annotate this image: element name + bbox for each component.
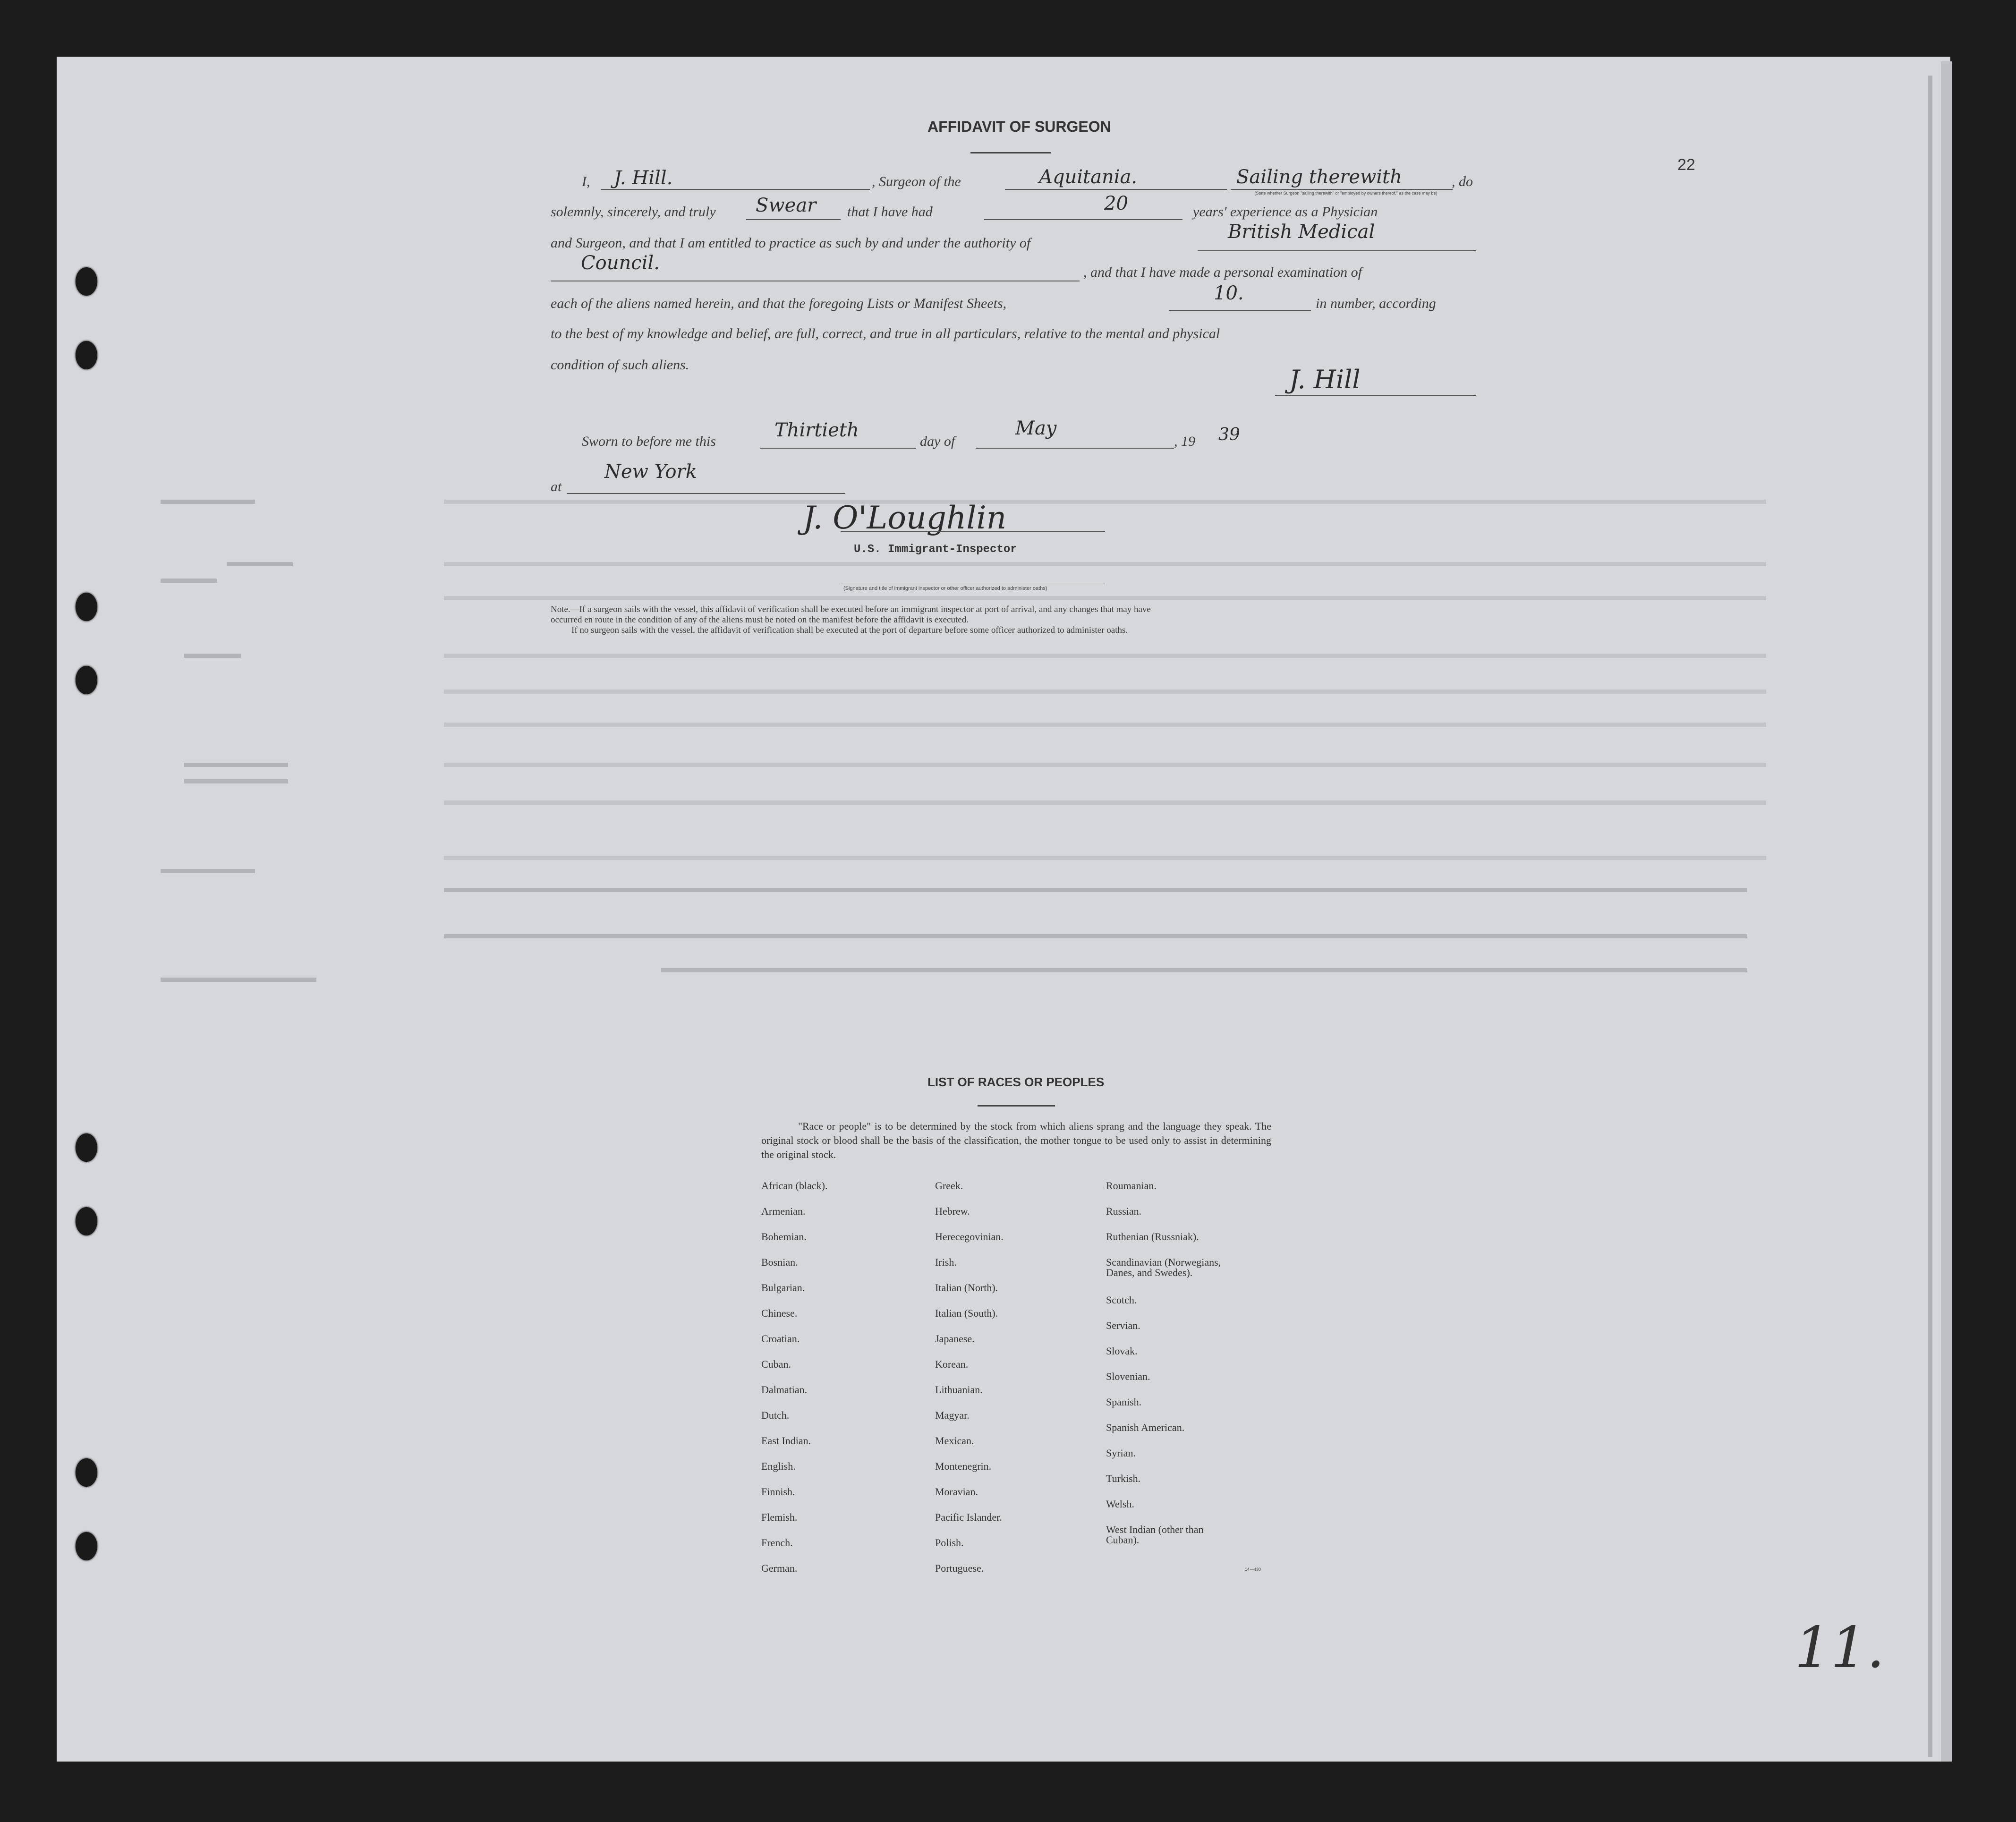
race-item: Russian.: [1106, 1205, 1142, 1217]
page-number: 11.: [1795, 1615, 1885, 1681]
sailing-status: Sailing therewith: [1236, 166, 1402, 188]
race-item: East Indian.: [761, 1435, 811, 1447]
personal-exam-label: , and that I have made a personal examination of: [1083, 264, 1362, 280]
punch-hole: [76, 593, 97, 621]
sworn-month-line: [976, 448, 1174, 449]
sworn-month: May: [1015, 417, 1057, 439]
race-item: Irish.: [935, 1256, 957, 1268]
race-item: Turkish.: [1106, 1473, 1141, 1484]
sheets-line: [1169, 310, 1311, 311]
affidavit-title: AFFIDAVIT OF SURGEON: [927, 118, 1111, 135]
race-item: Bohemian.: [761, 1231, 807, 1243]
races-column-2: [935, 1181, 1004, 1589]
day-of-label: day of: [920, 434, 955, 449]
surgeon-of-label: , Surgeon of the: [872, 174, 961, 189]
entitled-label: and Surgeon, and that I am entitled to practice as such by and under the authority of: [551, 235, 1031, 251]
punch-hole: [76, 1458, 97, 1487]
ship-line: [1005, 189, 1227, 190]
best-knowledge-text: to the best of my knowledge and belief, are full, correct, and true in all particulars, relative to the mental and physical: [551, 326, 1220, 341]
race-item: Croatian.: [761, 1333, 800, 1345]
race-item: Herecegovinian.: [935, 1231, 1004, 1243]
race-item: Japanese.: [935, 1333, 975, 1345]
race-item: Spanish.: [1106, 1396, 1142, 1408]
have-had-label: that I have had: [847, 204, 933, 220]
signature-caption: (Signature and title of immigrant inspector or other officer authorized to administer oaths): [843, 586, 1047, 591]
experience-label: years' experience as a Physician: [1193, 204, 1378, 220]
years-line: [984, 219, 1182, 220]
sheet-number-top: 22: [1677, 156, 1695, 174]
punch-hole: [76, 1133, 97, 1162]
race-item: Italian (South).: [935, 1307, 998, 1319]
authority-name-line1: British Medical: [1228, 221, 1375, 243]
sheets-count: 10.: [1214, 282, 1244, 304]
race-item: Polish.: [935, 1537, 964, 1549]
race-item: Bosnian.: [761, 1256, 798, 1268]
race-item: West Indian (other than Cuban).: [1106, 1524, 1204, 1546]
year-suffix: 39: [1218, 425, 1240, 444]
races-column-1: [761, 1181, 827, 1589]
race-item: Portuguese.: [935, 1562, 984, 1574]
race-item: French.: [761, 1537, 793, 1549]
races-title: LIST OF RACES OR PEOPLES: [927, 1075, 1105, 1089]
race-item: Servian.: [1106, 1320, 1140, 1331]
surgeon-signature: J. Hill: [1289, 365, 1361, 394]
race-item: Scotch.: [1106, 1294, 1137, 1306]
inspector-title: U.S. Immigrant-Inspector: [854, 543, 1017, 556]
race-item: Spanish American.: [1106, 1422, 1185, 1433]
race-item: Welsh.: [1106, 1498, 1134, 1510]
aliens-label: each of the aliens named herein, and that the foregoing Lists or Manifest Sheets,: [551, 296, 1007, 311]
inspector-signature: J. O'Loughlin: [803, 500, 1007, 536]
race-item: Magyar.: [935, 1409, 970, 1421]
races-title-underline: [978, 1105, 1055, 1107]
form-number: 14—430: [1245, 1567, 1261, 1572]
race-item: Hebrew.: [935, 1205, 970, 1217]
place-line: [567, 493, 845, 494]
note-line-3: If no surgeon sails with the vessel, the affidavit of verification shall be executed at the port of departure before some officer authorized to administer oaths.: [571, 625, 1128, 635]
solemnly-label: solemnly, sincerely, and truly: [551, 204, 716, 220]
note-line-2: occurred en route in the condition of any of the aliens must be noted on the manifest before the affidavit is executed.: [551, 615, 969, 625]
do-label: , do: [1452, 174, 1473, 189]
race-item: Montenegrin.: [935, 1460, 992, 1472]
authority-line1: [1198, 250, 1476, 251]
punch-hole: [76, 267, 97, 296]
race-item: Cuban.: [761, 1358, 791, 1370]
race-item: Flemish.: [761, 1511, 798, 1523]
race-item: African (black).: [761, 1180, 828, 1192]
race-item: Korean.: [935, 1358, 969, 1370]
oath-line: [746, 219, 841, 220]
race-item: Greek.: [935, 1180, 963, 1192]
race-item: Slovak.: [1106, 1345, 1138, 1357]
surgeon-signature-line: [1275, 395, 1476, 396]
race-item: Italian (North).: [935, 1282, 998, 1294]
place-name: New York: [604, 461, 697, 483]
sailing-line: [1231, 189, 1453, 190]
sworn-label: Sworn to before me this: [582, 434, 716, 449]
race-item: Armenian.: [761, 1205, 806, 1217]
in-number-label: in number, according: [1316, 296, 1436, 311]
punch-hole: [76, 666, 97, 694]
sailing-caption: (State whether Surgeon "sailing therewith" or "employed by owners thereof," as the case may be): [1254, 191, 1438, 196]
at-label: at: [551, 479, 562, 494]
race-item: German.: [761, 1562, 798, 1574]
oath-word: Swear: [756, 195, 817, 216]
race-item: Dalmatian.: [761, 1384, 808, 1396]
document-page: [57, 57, 1950, 1762]
race-item: Scandinavian (Norwegians, Danes, and Swedes).: [1106, 1256, 1221, 1278]
races-column-3: [1106, 1181, 1221, 1550]
race-item: Moravian.: [935, 1486, 978, 1498]
page-edge-right-inner: [1928, 76, 1932, 1757]
years-value: 20: [1104, 193, 1128, 214]
race-item: Finnish.: [761, 1486, 795, 1498]
surgeon-name-line: [601, 189, 870, 190]
race-item: Slovenian.: [1106, 1371, 1150, 1382]
races-intro: "Race or people" is to be determined by the stock from which aliens sprang and the language they speak. The original stock or blood shall be the basis of the classification, the mother tongue to be used only to assist in determining the original stock.: [761, 1120, 1271, 1160]
note-line-1: Note.—If a surgeon sails with the vessel, this affidavit of verification shall be executed before an immigrant inspector at port of arrival, and any changes that may have: [551, 604, 1151, 614]
race-item: Syrian.: [1106, 1447, 1136, 1459]
surgeon-name: J. Hill.: [614, 167, 673, 189]
punch-hole: [76, 1532, 97, 1560]
title-underline: [970, 152, 1051, 153]
race-item: Mexican.: [935, 1435, 974, 1447]
punch-hole: [76, 1207, 97, 1235]
sworn-day-line: [760, 448, 916, 449]
authority-name-line2: Council.: [581, 252, 660, 274]
race-item: Dutch.: [761, 1409, 790, 1421]
page-edge-right: [1941, 61, 1952, 1762]
race-item: Bulgarian.: [761, 1282, 805, 1294]
inspector-signature-line: [841, 531, 1105, 532]
ship-name: Aquitania.: [1039, 166, 1138, 188]
condition-text: condition of such aliens.: [551, 357, 689, 373]
race-item: Roumanian.: [1106, 1180, 1157, 1192]
race-item: English.: [761, 1460, 796, 1472]
race-item: Chinese.: [761, 1307, 798, 1319]
line1-prefix: I,: [582, 174, 590, 189]
punch-hole: [76, 341, 97, 369]
sworn-day: Thirtieth: [774, 419, 859, 441]
year-label: , 19: [1174, 434, 1195, 449]
race-item: Ruthenian (Russniak).: [1106, 1231, 1199, 1243]
race-item: Lithuanian.: [935, 1384, 983, 1396]
race-item: Pacific Islander.: [935, 1511, 1002, 1523]
